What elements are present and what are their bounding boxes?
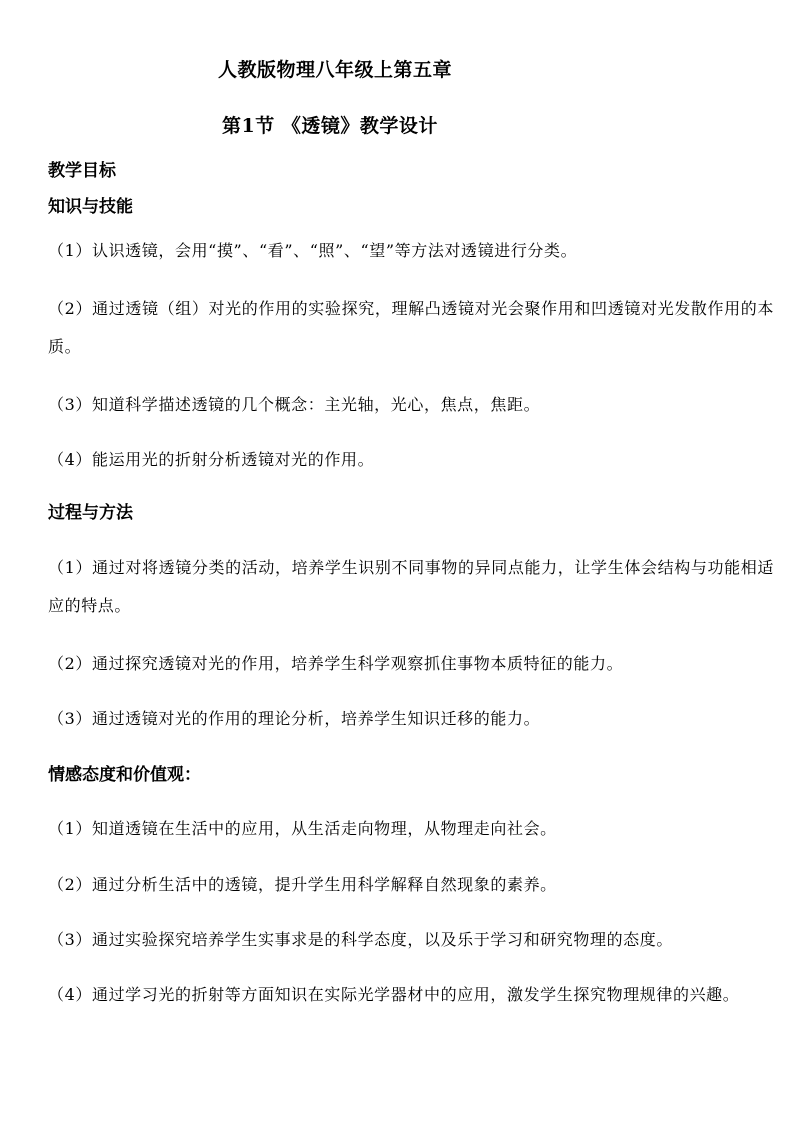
- knowledge-item-2: （2）通过透镜（组）对光的作用的实验探究，理解凸透镜对光会聚作用和凹透镜对光发散作用的本质。: [48, 299, 774, 356]
- section-heading-objectives: 教学目标: [48, 161, 116, 181]
- attitude-item-2: （2）通过分析生活中的透镜，提升学生用科学解释自然现象的素养。: [48, 875, 557, 894]
- process-item-1: （1）通过对将透镜分类的活动，培养学生识别不同事物的异同点能力，让学生体会结构与功能相适应的特点。: [48, 558, 774, 615]
- process-item-3: （3）通过透镜对光的作用的理论分析，培养学生知识迁移的能力。: [48, 709, 541, 728]
- lesson-title: 第1节 《透镜》教学设计: [222, 115, 438, 137]
- attitude-item-1: （1）知道透镜在生活中的应用，从生活走向物理，从物理走向社会。: [48, 819, 557, 838]
- subsection-heading-knowledge: 知识与技能: [48, 197, 133, 217]
- knowledge-item-1: （1）认识透镜，会用“摸”、“看”、“照”、“望”等方法对透镜进行分类。: [48, 241, 578, 260]
- knowledge-item-3: （3）知道科学描述透镜的几个概念：主光轴，光心，焦点，焦距。: [48, 395, 541, 414]
- subsection-heading-process: 过程与方法: [48, 503, 133, 523]
- process-item-2: （2）通过探究透镜对光的作用，培养学生科学观察抓住事物本质特征的能力。: [48, 654, 624, 673]
- attitude-item-3: （3）通过实验探究培养学生实事求是的科学态度，以及乐于学习和研究物理的态度。: [48, 930, 673, 949]
- knowledge-item-4: （4）能运用光的折射分析透镜对光的作用。: [48, 450, 375, 469]
- subsection-heading-attitude: 情感态度和价值观：: [48, 765, 201, 785]
- attitude-item-4: （4）通过学习光的折射等方面知识在实际光学器材中的应用，激发学生探究物理规律的兴趣。: [48, 985, 740, 1004]
- document-title: 人教版物理八年级上第五章: [218, 59, 453, 81]
